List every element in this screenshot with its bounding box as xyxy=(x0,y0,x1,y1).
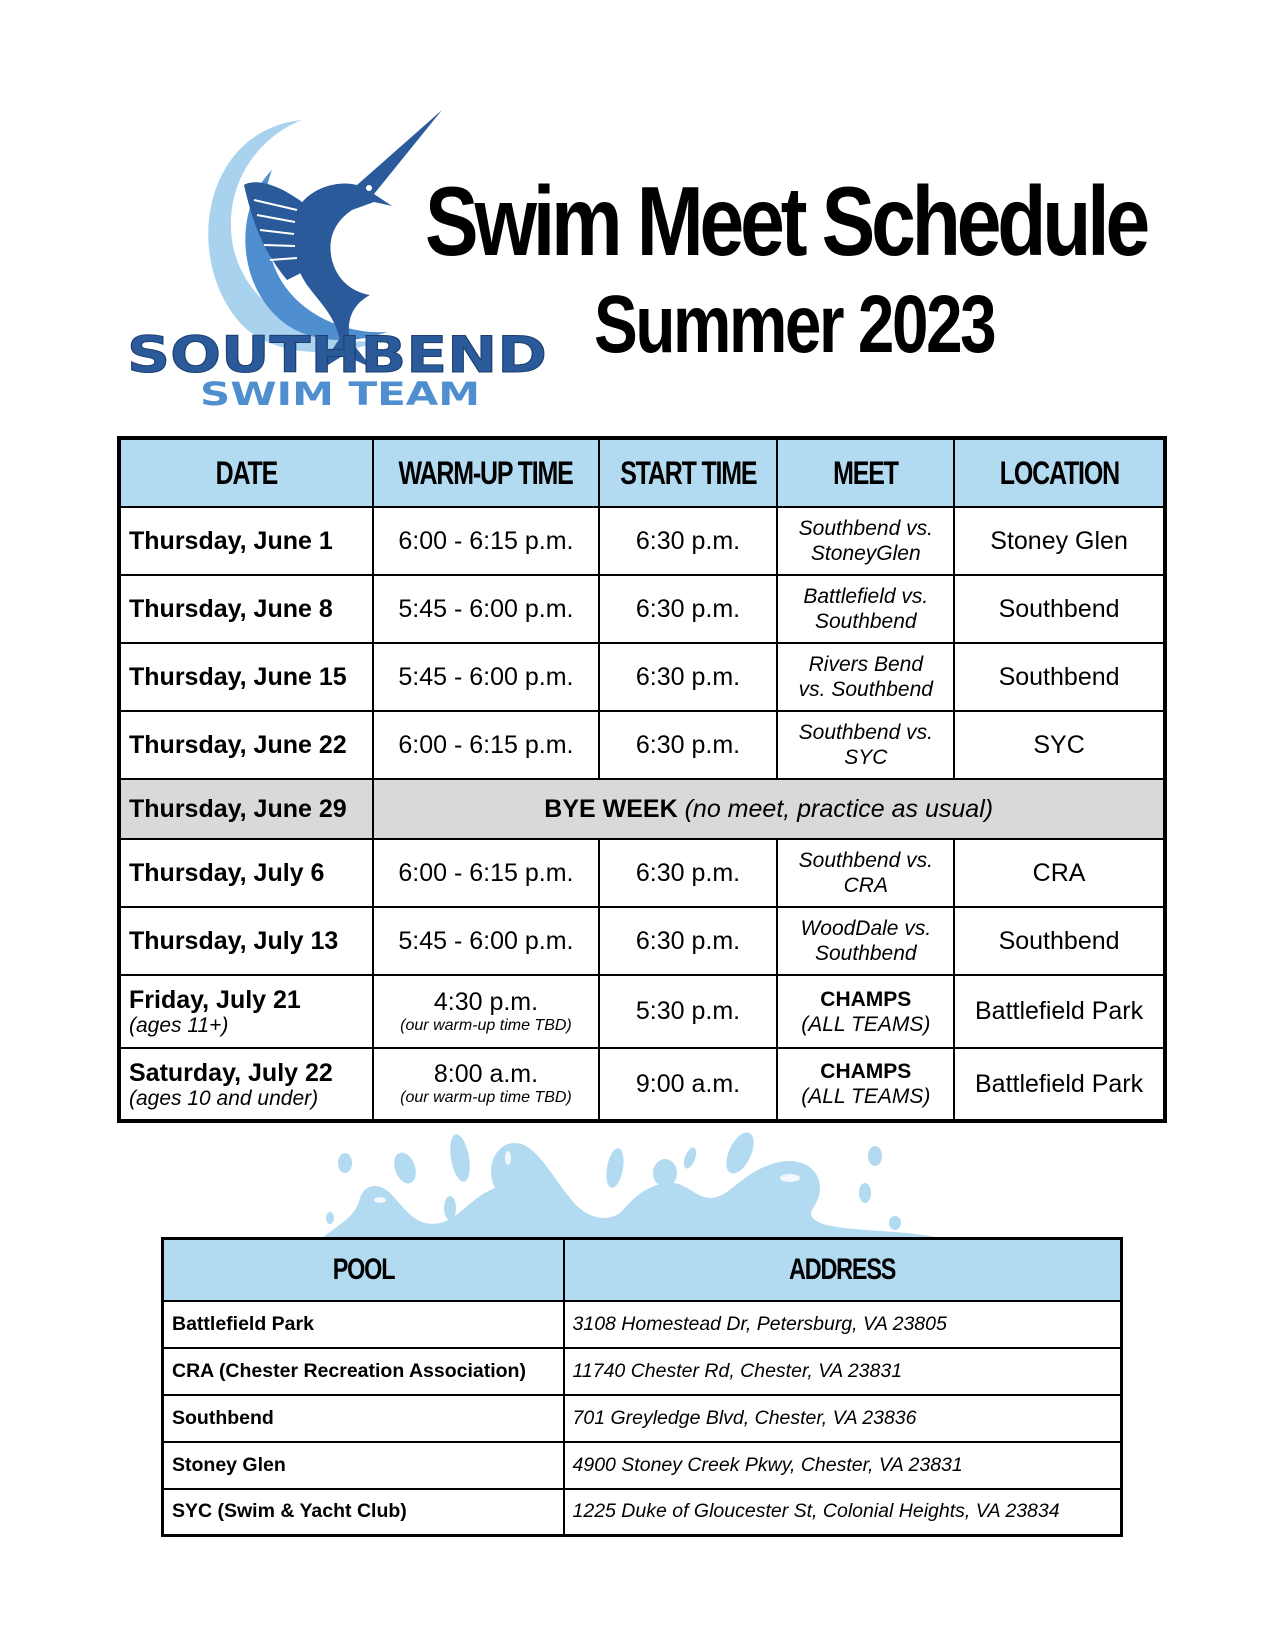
start-time: 6:30 p.m. xyxy=(599,643,778,711)
age-group: (ages 10 and under) xyxy=(129,1086,319,1110)
champs-row xyxy=(119,1048,1165,1121)
pool-row xyxy=(163,1442,1122,1489)
warmup-time: 6:00 - 6:15 p.m. xyxy=(373,507,598,575)
start-time: 6:30 p.m. xyxy=(599,839,778,907)
start-time: 9:00 a.m. xyxy=(599,1048,778,1121)
pool-header-row xyxy=(163,1239,1122,1301)
schedule-row xyxy=(119,711,1165,779)
champs-row xyxy=(119,975,1165,1048)
meet-name: Rivers Bend vs. Southbend xyxy=(777,643,954,711)
meet-location: Southbend xyxy=(954,643,1165,711)
pool-name: Battlefield Park xyxy=(163,1301,564,1348)
meet-location: SYC xyxy=(954,711,1165,779)
pool-name: SYC (Swim & Yacht Club) xyxy=(163,1489,564,1536)
pool-address: 4900 Stoney Creek Pkwy, Chester, VA 23831 xyxy=(564,1442,1122,1489)
meet-date: Friday, July 21 (ages 11+) xyxy=(119,975,373,1048)
schedule-table xyxy=(117,436,1167,1123)
warmup-time: 5:45 - 6:00 p.m. xyxy=(373,907,598,975)
start-time: 6:30 p.m. xyxy=(599,907,778,975)
bye-week-row xyxy=(119,779,1165,839)
start-time: 6:30 p.m. xyxy=(599,575,778,643)
meet-date: Thursday, June 22 xyxy=(119,711,373,779)
pool-row xyxy=(163,1348,1122,1395)
column-header-pool: POOL xyxy=(163,1239,564,1301)
water-splash-icon xyxy=(320,1128,950,1240)
column-header-date: DATE xyxy=(119,438,373,507)
warmup-time: 4:30 p.m. (our warm-up time TBD) xyxy=(373,975,598,1048)
meet-name: Southbend vs. SYC xyxy=(777,711,954,779)
schedule-header-row xyxy=(119,438,1165,507)
pool-address: 3108 Homestead Dr, Petersburg, VA 23805 xyxy=(564,1301,1122,1348)
schedule-row xyxy=(119,839,1165,907)
schedule-row xyxy=(119,907,1165,975)
meet-location: Southbend xyxy=(954,575,1165,643)
meet-name: WoodDale vs. Southbend xyxy=(777,907,954,975)
meet-date: Thursday, July 13 xyxy=(119,907,373,975)
meet-name: CHAMPS (ALL TEAMS) xyxy=(777,1048,954,1121)
warmup-time: 8:00 a.m. (our warm-up time TBD) xyxy=(373,1048,598,1121)
pool-name: CRA (Chester Recreation Association) xyxy=(163,1348,564,1395)
page-title: Swim Meet Schedule xyxy=(425,166,1147,276)
column-header-address: ADDRESS xyxy=(564,1239,1122,1301)
meet-name: CHAMPS (ALL TEAMS) xyxy=(777,975,954,1048)
meet-date: Thursday, June 15 xyxy=(119,643,373,711)
warmup-time: 6:00 - 6:15 p.m. xyxy=(373,711,598,779)
schedule-row xyxy=(119,643,1165,711)
meet-date: Thursday, July 6 xyxy=(119,839,373,907)
meet-location: Battlefield Park xyxy=(954,975,1165,1048)
pool-row xyxy=(163,1395,1122,1442)
meet-location: CRA xyxy=(954,839,1165,907)
pool-row xyxy=(163,1301,1122,1348)
warmup-time: 5:45 - 6:00 p.m. xyxy=(373,575,598,643)
pool-name: Southbend xyxy=(163,1395,564,1442)
schedule-row xyxy=(119,575,1165,643)
pool-address: 1225 Duke of Gloucester St, Colonial Heights, VA 23834 xyxy=(564,1489,1122,1536)
svg-text:SWIM TEAM: SWIM TEAM xyxy=(200,375,480,413)
column-header-warmup: WARM-UP TIME xyxy=(373,438,598,507)
meet-name: Southbend vs. StoneyGlen xyxy=(777,507,954,575)
meet-location: Stoney Glen xyxy=(954,507,1165,575)
pool-name: Stoney Glen xyxy=(163,1442,564,1489)
meet-date: Thursday, June 8 xyxy=(119,575,373,643)
column-header-location: LOCATION xyxy=(954,438,1165,507)
bye-week-note: BYE WEEK (no meet, practice as usual) xyxy=(373,779,1165,839)
start-time: 6:30 p.m. xyxy=(599,507,778,575)
column-header-start: START TIME xyxy=(599,438,778,507)
meet-name: Battlefield vs. Southbend xyxy=(777,575,954,643)
start-time: 5:30 p.m. xyxy=(599,975,778,1048)
pool-address: 11740 Chester Rd, Chester, VA 23831 xyxy=(564,1348,1122,1395)
svg-text:SOUTHBEND: SOUTHBEND xyxy=(127,326,547,384)
warmup-time: 5:45 - 6:00 p.m. xyxy=(373,643,598,711)
meet-location: Southbend xyxy=(954,907,1165,975)
meet-name: Southbend vs. CRA xyxy=(777,839,954,907)
meet-date: Thursday, June 1 xyxy=(119,507,373,575)
meet-location: Battlefield Park xyxy=(954,1048,1165,1121)
meet-date: Thursday, June 29 xyxy=(119,779,373,839)
pool-row xyxy=(163,1489,1122,1536)
schedule-row xyxy=(119,507,1165,575)
pool-address-table xyxy=(161,1237,1123,1537)
warmup-time: 6:00 - 6:15 p.m. xyxy=(373,839,598,907)
pool-address: 701 Greyledge Blvd, Chester, VA 23836 xyxy=(564,1395,1122,1442)
age-group: (ages 11+) xyxy=(129,1014,229,1037)
start-time: 6:30 p.m. xyxy=(599,711,778,779)
meet-date: Saturday, July 22 (ages 10 and under) xyxy=(119,1048,373,1121)
page-subtitle: Summer 2023 xyxy=(594,279,995,370)
column-header-meet: MEET xyxy=(777,438,954,507)
